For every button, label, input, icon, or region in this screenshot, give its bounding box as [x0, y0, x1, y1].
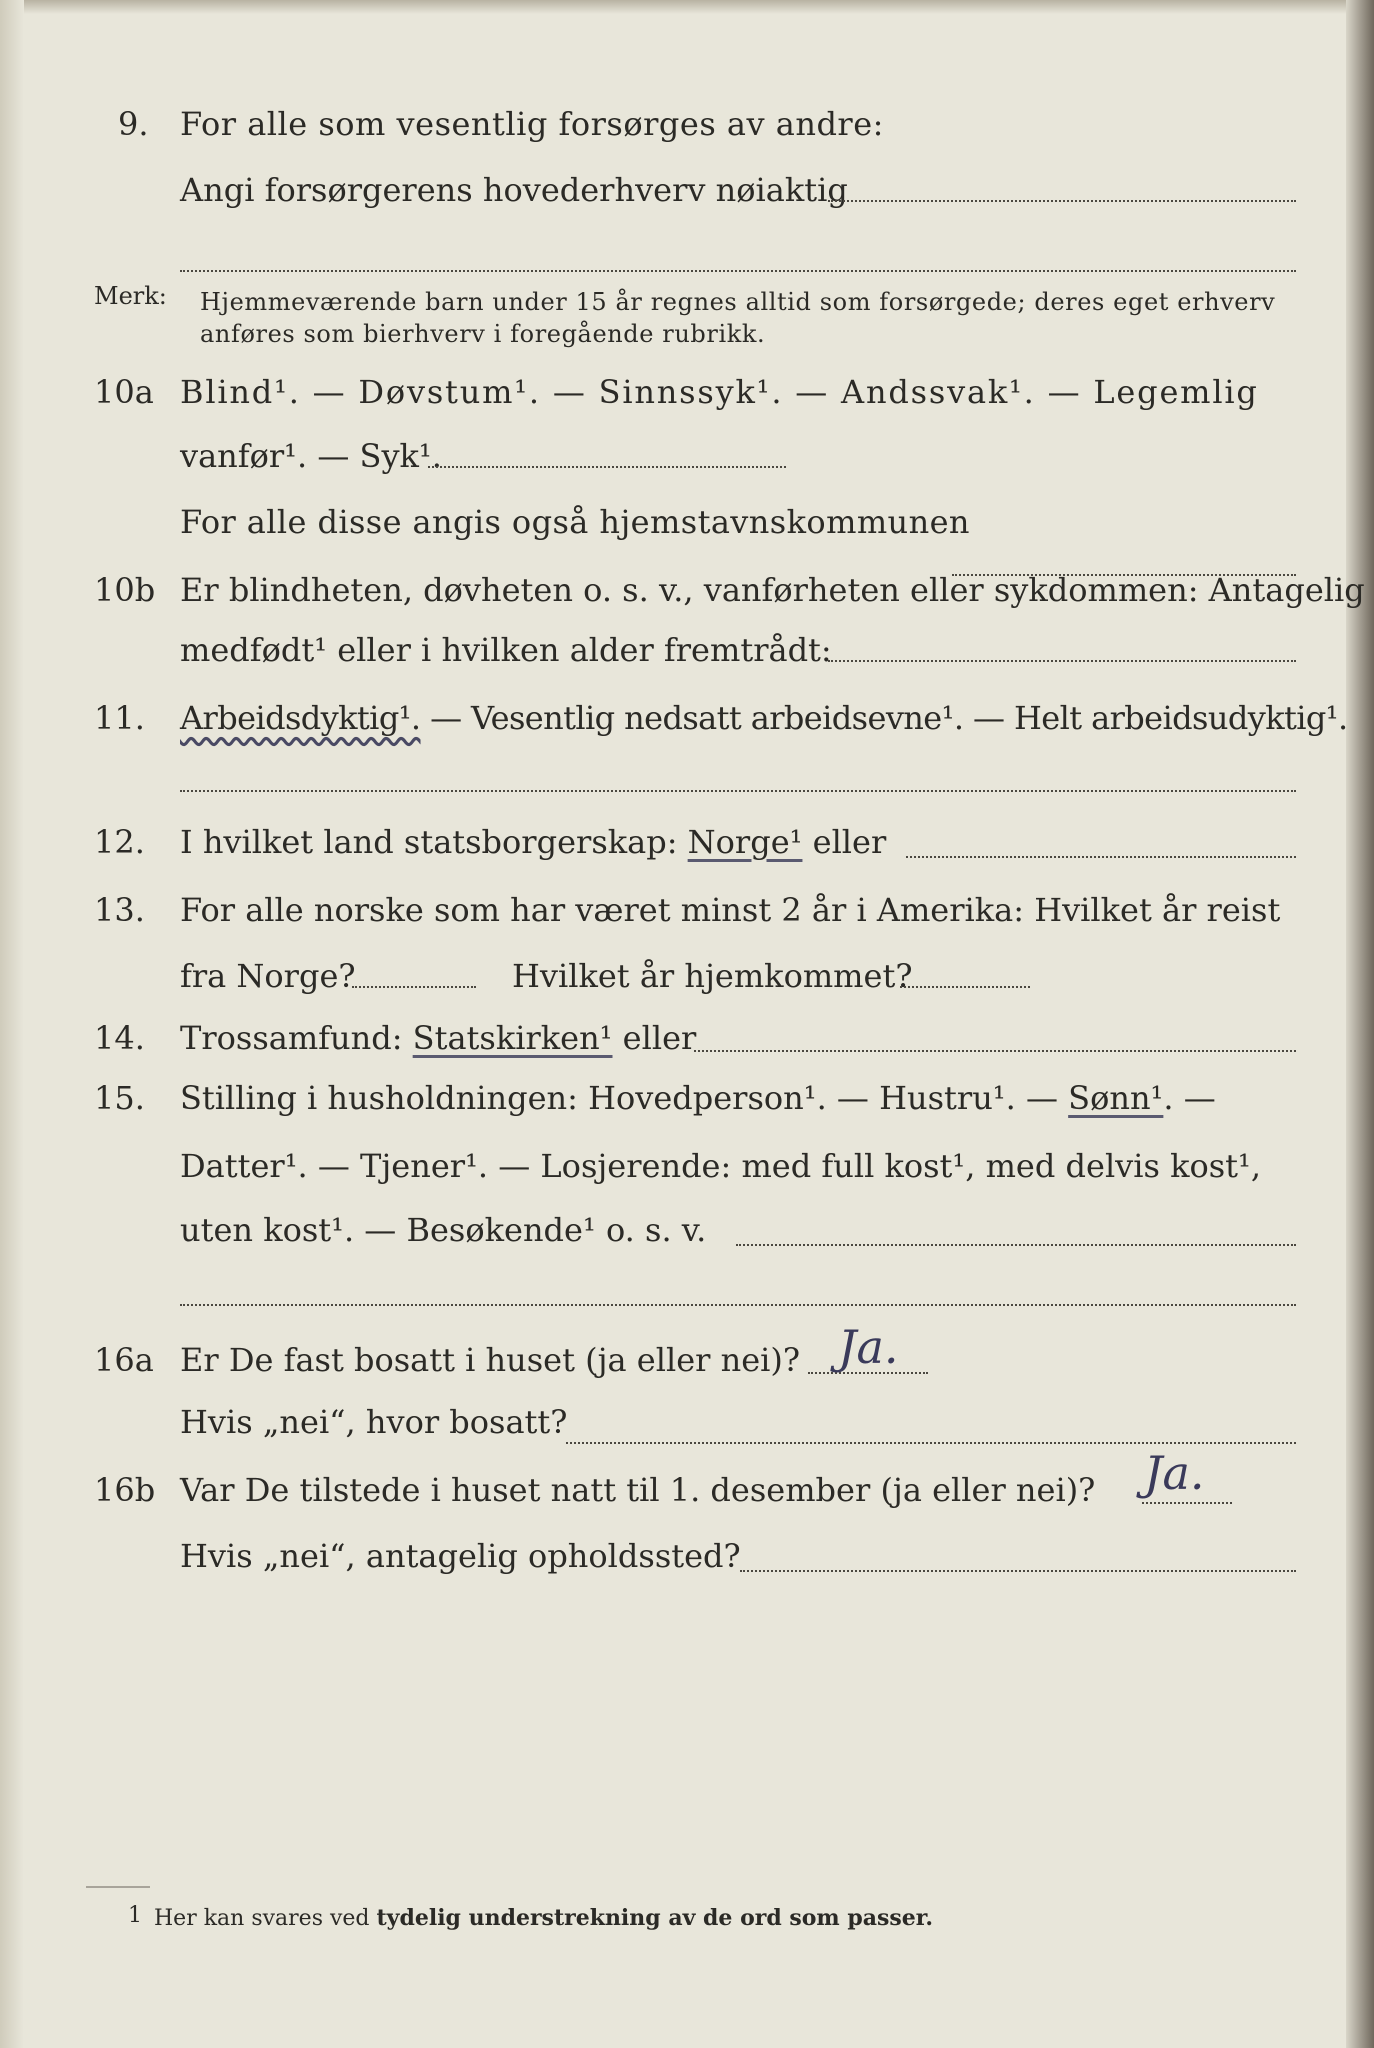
q13-hjemkommet-line[interactable] [900, 986, 1030, 988]
q13-reist-line[interactable] [352, 986, 476, 988]
q16b-number: 16b [94, 1471, 156, 1509]
q16a-line2: Hvis „nei“, hvor bosatt? [180, 1403, 568, 1441]
q16b-line1: Var De tilstede i huset natt til 1. desember (ja eller nei)? [180, 1471, 1096, 1509]
merk-line2: anføres som bierhverv i foregående rubrikk. [200, 320, 766, 348]
q9-number: 9. [118, 105, 149, 143]
q13-line2a: fra Norge? [180, 957, 356, 995]
q12-number: 12. [94, 823, 145, 861]
q16b-opholdssted-line[interactable] [740, 1570, 1296, 1572]
q13-number: 13. [94, 891, 145, 929]
q10b-line2: medfødt¹ eller i hvilken alder fremtrådt: [180, 631, 832, 669]
q15-line3: uten kost¹. — Besøkende¹ o. s. v. [180, 1211, 707, 1249]
q15-answer-line-2[interactable] [180, 1304, 1296, 1306]
q14-answer-line[interactable] [694, 1050, 1296, 1052]
q12-answer-line[interactable] [906, 856, 1296, 858]
q10b-line1: Er blindheten, døvheten o. s. v., vanførheten eller sykdommen: Antagelig [180, 571, 1365, 609]
q15-number: 15. [94, 1079, 145, 1117]
q16a-number: 16a [94, 1341, 154, 1379]
q16a-line1: Er De fast bosatt i huset (ja eller nei)? [180, 1341, 801, 1379]
footnote-text-plain: Her kan svares ved [154, 1906, 377, 1931]
q10a-line3: For alle disse angis også hjemstavnskommunen [180, 503, 970, 541]
q16b-line2: Hvis „nei“, antagelig opholdssted? [180, 1537, 741, 1575]
footnote-mark: 1 [128, 1903, 142, 1928]
q11-rest: — Vesentlig nedsatt arbeidsevne¹. — Helt arbeidsudyktig¹. [420, 699, 1348, 737]
q11-line [180, 698, 1348, 738]
q15-line1-prompt: Stilling i husholdningen: Hovedperson¹. — Hustru¹. — [180, 1079, 1069, 1117]
q10a-number: 10a [94, 373, 154, 411]
q15-underlined-answer: Sønn¹ [1068, 1079, 1164, 1117]
page-edge-right [1346, 0, 1374, 2048]
q11-underlined-answer: Arbeidsdyktig¹. [180, 699, 421, 737]
q11-number: 11. [94, 699, 145, 737]
footnote-rule [86, 1886, 150, 1888]
q12-post: eller [802, 823, 887, 861]
q14-number: 14. [94, 1019, 145, 1057]
footnote-text [154, 1904, 933, 1933]
q12-line [180, 822, 886, 862]
q11-answer-line[interactable] [180, 790, 1296, 792]
q9-answer-line[interactable] [828, 200, 1296, 202]
page-edge-top [0, 0, 1374, 14]
q9-line2: Angi forsørgerens hovederhverv nøiaktig [180, 171, 848, 209]
q12-underlined-answer: Norge¹ [687, 823, 803, 861]
merk-line1: Hjemmeværende barn under 15 år regnes alltid som forsørgede; deres eget erhverv [200, 288, 1276, 316]
q12-prompt: I hvilket land statsborgerskap: [180, 823, 688, 861]
q14-underlined-answer: Statskirken¹ [412, 1019, 613, 1057]
q15-line1 [180, 1078, 1216, 1118]
q15-line1-post: . — [1163, 1079, 1216, 1117]
q16a-bosatt-line[interactable] [566, 1442, 1296, 1444]
q15-answer-line[interactable] [736, 1244, 1296, 1246]
q16b-answer-line[interactable] [1142, 1502, 1232, 1504]
q10a-line2: vanfør¹. — Syk¹. [180, 437, 442, 475]
q14-prompt: Trossamfund: [180, 1019, 413, 1057]
q14-post: eller [612, 1019, 697, 1057]
q9-answer-line-2[interactable] [180, 270, 1296, 272]
q16a-handwritten-answer: Ja. [838, 1320, 899, 1374]
q10b-number: 10b [94, 571, 156, 609]
q15-line2: Datter¹. — Tjener¹. — Losjerende: med full kost¹, med delvis kost¹, [180, 1147, 1262, 1185]
q16b-handwritten-answer: Ja. [1144, 1446, 1205, 1500]
q13-line1: For alle norske som har været minst 2 år i Amerika: Hvilket år reist [180, 891, 1281, 929]
q10a-line1: Blind¹. — Døvstum¹. — Sinnssyk¹. — Andssvak¹. — Legemlig [180, 373, 1259, 411]
q10a-answer-line[interactable] [428, 466, 786, 468]
q13-line2b: Hvilket år hjemkommet? [512, 957, 913, 995]
footnote-text-bold: tydelig understrekning av de ord som passer. [376, 1905, 934, 1931]
q14-line [180, 1018, 696, 1058]
q9-line1: For alle som vesentlig forsørges av andre: [180, 105, 884, 143]
q10b-answer-line[interactable] [828, 660, 1296, 662]
page-edge-left [0, 0, 24, 2048]
merk-label: Merk: [94, 282, 167, 310]
